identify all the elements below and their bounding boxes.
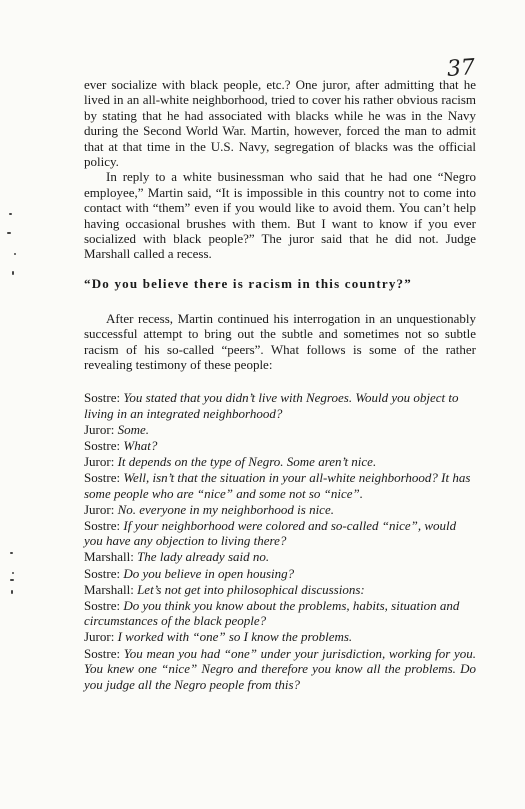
utterance: Do you think you know about the problems, habits, situation and circumstances of the black people? bbox=[84, 597, 460, 629]
speaker: Marshall: bbox=[84, 581, 134, 597]
speaker: Juror: bbox=[84, 629, 115, 645]
margin-speck bbox=[9, 213, 12, 215]
speaker: Sostre: bbox=[84, 597, 121, 613]
speaker: Sostre: bbox=[84, 565, 121, 581]
paragraph-1: ever socialize with black people, etc.? One juror, after admitting that he lived in an all-white neighborhood, tried to cover his rather obvious racism by stating that he had associated with blacks while he was in the Navy during the Second World War. Martin, however, forced the man to admit that at that time in the U.S. Navy, segregation of blacks was the official policy. bbox=[84, 77, 476, 170]
utterance: Well, isn’t that the situation in your all-white neighborhood? It has some people who are “nice” and some not so “nice”. bbox=[84, 469, 471, 501]
utterance: It depends on the type of Negro. Some aren’t nice. bbox=[117, 453, 377, 469]
page-number: 37 bbox=[446, 55, 476, 82]
dialogue-line bbox=[84, 470, 476, 501]
margin-speck bbox=[14, 253, 16, 255]
dialogue-line bbox=[84, 422, 476, 438]
speaker: Sostre: bbox=[84, 469, 121, 485]
dialogue-line bbox=[84, 549, 476, 565]
margin-speck bbox=[12, 271, 14, 275]
utterance: You stated that you didn’t live with Negroes. Would you object to living in an integrated neighborhood? bbox=[84, 390, 459, 421]
dialogue-line bbox=[84, 598, 476, 629]
utterance: If your neighborhood were colored and so-called “nice”, would you have any objection to living there? bbox=[84, 517, 457, 549]
margin-speck bbox=[12, 572, 14, 574]
speaker: Sostre: bbox=[84, 437, 121, 453]
dialogue-line bbox=[84, 646, 476, 693]
utterance: I worked with “one” so I know the problems. bbox=[117, 629, 353, 645]
dialogue-line bbox=[84, 518, 476, 549]
utterance: You mean you had “one” under your jurisdiction, working for you. You knew one “nice” Negro and therefore you know all the problems. Do you judge all the Negro people from this? bbox=[84, 645, 476, 692]
speaker: Juror: bbox=[84, 501, 115, 517]
margin-speck bbox=[7, 232, 11, 234]
paragraph-2: In reply to a white businessman who said that he had one “Negro employee,” Martin said, “It is impossible in this country not to come into contact with “them” even if you would like to avoid them. You can’t help having occasional brushes with them. But I want to know if you ever socialized with black people?” The juror said that he did not. Judge Marshall called a recess. bbox=[84, 169, 476, 262]
opening-paragraphs bbox=[84, 77, 476, 262]
dialogue-line bbox=[84, 502, 476, 518]
section-heading: “Do you believe there is racism in this country?” bbox=[84, 276, 412, 291]
dialogue-line bbox=[84, 582, 476, 598]
utterance: Some. bbox=[117, 421, 150, 437]
testimony-dialogue bbox=[84, 390, 476, 693]
utterance: The lady already said no. bbox=[137, 549, 270, 565]
scan-margin-marks bbox=[0, 0, 30, 809]
utterance: What? bbox=[123, 437, 158, 453]
margin-speck bbox=[11, 590, 13, 594]
paragraph-after-recess: After recess, Martin continued his interrogation in an unquestionably successful attempt to bring out the subtle and sometimes not so subtle racism of his so-called “peers”. What follows is some of the rather revealing testimony of these people: bbox=[84, 311, 476, 373]
speaker: Juror: bbox=[84, 453, 115, 469]
speaker: Sostre: bbox=[84, 390, 121, 405]
utterance: Do you believe in open housing? bbox=[123, 565, 295, 581]
speaker: Sostre: bbox=[84, 517, 121, 533]
speaker: Sostre: bbox=[84, 645, 121, 661]
speaker: Marshall: bbox=[84, 549, 134, 565]
margin-speck bbox=[10, 579, 14, 581]
utterance: Let’s not get into philosophical discussions: bbox=[137, 581, 365, 597]
dialogue-line bbox=[84, 454, 476, 470]
utterance: No. everyone in my neighborhood is nice. bbox=[117, 501, 334, 517]
dialogue-line bbox=[84, 566, 476, 582]
speaker: Juror: bbox=[84, 421, 115, 437]
dialogue-line bbox=[84, 438, 476, 454]
dialogue-line bbox=[84, 390, 476, 421]
margin-speck bbox=[10, 552, 13, 554]
dialogue-line bbox=[84, 629, 476, 645]
recess-paragraph-block bbox=[84, 311, 476, 373]
